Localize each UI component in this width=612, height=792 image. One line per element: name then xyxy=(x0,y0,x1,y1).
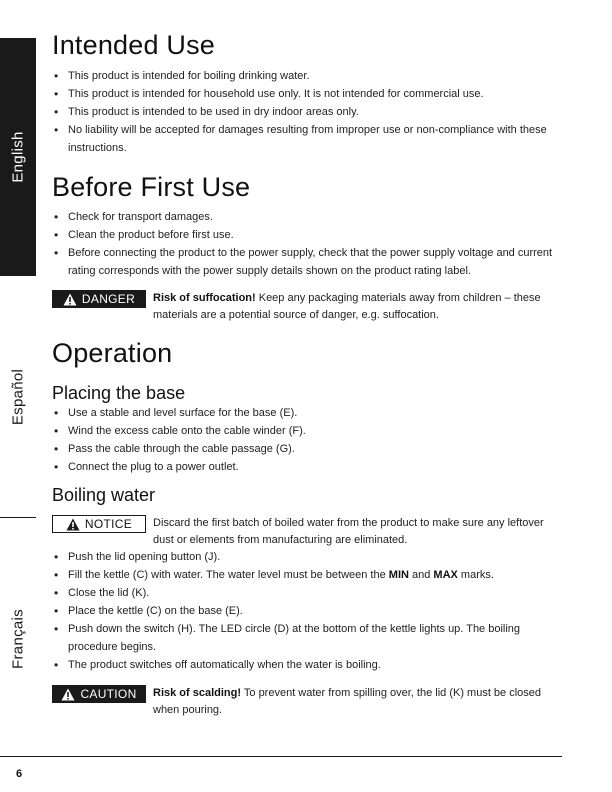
list-item-text: and xyxy=(408,569,434,581)
danger-badge xyxy=(52,290,146,308)
caution-badge-label: CAUTION xyxy=(80,687,137,701)
list-item-text: marks. xyxy=(457,569,494,581)
tab-francais[interactable] xyxy=(0,520,36,758)
min-mark: MIN xyxy=(388,569,409,581)
list-item: • Before connecting the product to the power supply, check that the power supply voltage and current rating corresponds with the power supply details shown on the product rating label. xyxy=(52,244,560,280)
warning-icon xyxy=(61,688,75,701)
list-item: • Check for transport damages. xyxy=(52,208,560,226)
list-item: • This product is intended for boiling drinking water. xyxy=(52,67,560,85)
list-item-text: Fill the kettle (C) with water. The water level must be between the xyxy=(68,569,389,581)
intended-use-heading: Intended Use xyxy=(52,30,216,60)
list-item: • Close the lid (K). xyxy=(52,584,560,602)
notice-text: Discard the first batch of boiled water from the product to make sure any leftover dust or elements from manufacturing are eliminated. xyxy=(153,517,544,546)
tab-francais-label: Français xyxy=(9,609,27,669)
tab-espanol-label: Español xyxy=(9,368,27,426)
notice-badge-label: NOTICE xyxy=(84,517,133,531)
caution-badge xyxy=(52,685,146,703)
danger-badge-label: DANGER xyxy=(81,292,136,306)
list-item xyxy=(52,566,560,584)
max-mark: MAX xyxy=(433,569,458,581)
list-item: • Push down the switch (H). The LED circle (D) at the bottom of the kettle lights up. The boiling procedure begins. xyxy=(52,620,560,656)
tab-espanol[interactable] xyxy=(0,278,36,516)
danger-body: Keep any packaging materials away from children – these materials are a potential source of danger, e.g. suffocation. xyxy=(153,292,541,321)
list-item: • Place the kettle (C) on the base (E). xyxy=(52,602,560,620)
boiling-water-heading: Boiling water xyxy=(52,485,156,505)
intended-use-list xyxy=(52,67,560,157)
list-item: • Push the lid opening button (J). xyxy=(52,548,560,566)
notice-badge xyxy=(52,515,146,533)
warning-icon xyxy=(66,518,80,531)
caution-lead: Risk of scalding! xyxy=(153,687,242,699)
list-item: • This product is intended to be used in dry indoor areas only. xyxy=(52,103,560,121)
list-item: • No liability will be accepted for damages resulting from improper use or non-compliance with these instructions. xyxy=(52,121,560,157)
tab-divider xyxy=(0,517,36,518)
list-item: • Pass the cable through the cable passage (G). xyxy=(52,440,560,458)
boiling-water-list xyxy=(52,548,560,674)
list-item: • This product is intended for household use only. It is not intended for commercial use. xyxy=(52,85,560,103)
list-item: • Use a stable and level surface for the base (E). xyxy=(52,404,560,422)
tab-english[interactable] xyxy=(0,38,36,276)
before-first-use-heading: Before First Use xyxy=(52,172,251,202)
list-item: • Wind the excess cable onto the cable winder (F). xyxy=(52,422,560,440)
warning-icon xyxy=(63,293,77,306)
tab-english-label: English xyxy=(9,131,27,183)
list-item: • Connect the plug to a power outlet. xyxy=(52,458,560,476)
page-number: 6 xyxy=(16,768,23,780)
operation-heading: Operation xyxy=(52,338,173,368)
danger-text xyxy=(153,290,561,324)
caution-body: To prevent water from spilling over, the lid (K) must be closed when pouring. xyxy=(153,687,542,716)
placing-base-heading: Placing the base xyxy=(52,383,186,403)
before-first-use-list xyxy=(52,208,560,280)
footer-divider xyxy=(0,756,562,757)
caution-text xyxy=(153,685,561,719)
danger-lead: Risk of suffocation! xyxy=(153,292,256,304)
list-item: • The product switches off automatically when the water is boiling. xyxy=(52,656,560,674)
placing-base-list xyxy=(52,404,560,476)
list-item: • Clean the product before first use. xyxy=(52,226,560,244)
